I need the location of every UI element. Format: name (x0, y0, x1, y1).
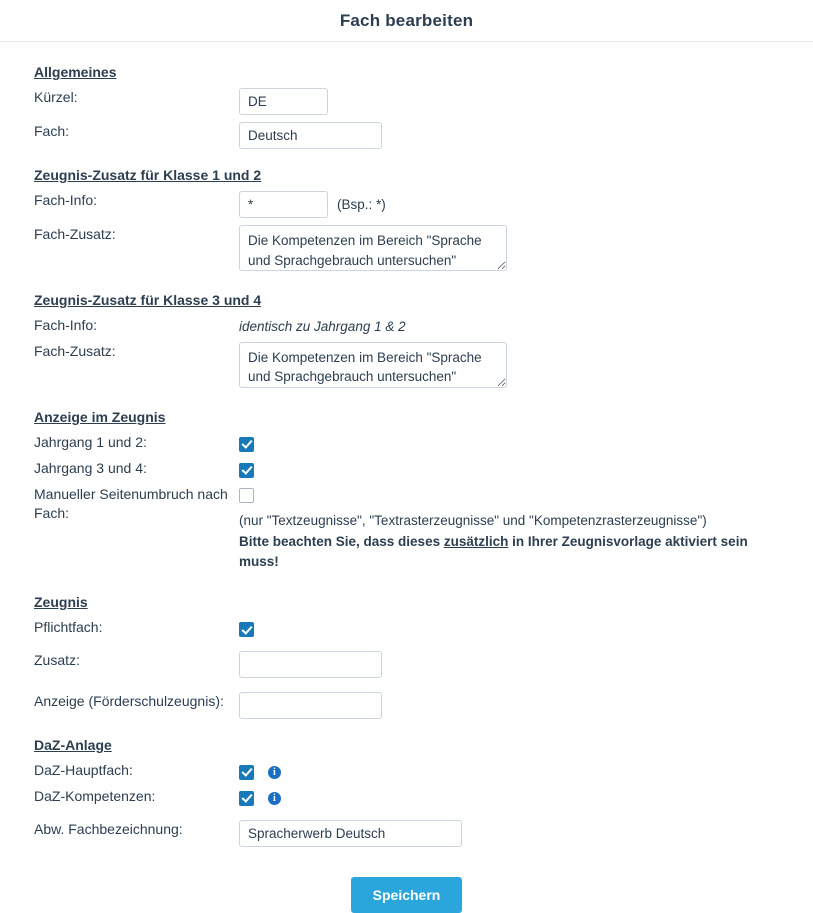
zusatz-input[interactable] (239, 651, 382, 678)
label-pflichtfach: Pflichtfach: (34, 619, 103, 636)
abw-fachbezeichnung-input[interactable] (239, 820, 462, 847)
form-actions (0, 877, 813, 913)
label-fachinfo-12: Fach-Info: (34, 192, 98, 208)
label-seitenumbruch: Manueller Seitenumbruch nach Fach: (34, 485, 228, 521)
label-foerderschulzeugnis: Anzeige (Förderschulzeugnis): (34, 693, 224, 710)
row-fach (0, 122, 813, 149)
row-jahrgang-12 (0, 433, 813, 452)
fachzusatz-34-textarea[interactable] (239, 342, 507, 388)
seitenumbruch-note-bold-1: Bitte beachten Sie, dass dieses (239, 533, 444, 549)
row-abw-fachbezeichnung (0, 820, 813, 847)
row-seitenumbruch (0, 485, 813, 573)
seitenumbruch-note-underline: zusätzlich (443, 533, 509, 549)
row-kuerzel (0, 88, 813, 115)
fach-input[interactable] (239, 122, 382, 149)
label-fach: Fach: (34, 123, 70, 139)
label-daz-hauptfach: DaZ-Hauptfach: (34, 762, 133, 779)
seitenumbruch-checkbox[interactable] (239, 488, 254, 503)
row-fachzusatz-12 (0, 225, 813, 274)
label-fachzusatz-12: Fach-Zusatz: (34, 226, 116, 242)
seitenumbruch-note-line2 (239, 532, 779, 573)
fachinfo-34-note: identisch zu Jahrgang 1 & 2 (239, 319, 406, 334)
info-icon[interactable]: i (268, 766, 281, 779)
daz-kompetenzen-checkbox[interactable] (239, 791, 254, 806)
page-header (0, 0, 813, 42)
jahrgang-12-checkbox[interactable] (239, 437, 254, 452)
daz-hauptfach-checkbox[interactable] (239, 765, 254, 780)
jahrgang-34-checkbox[interactable] (239, 463, 254, 478)
foerderschulzeugnis-input[interactable] (239, 692, 382, 719)
label-jahrgang-12: Jahrgang 1 und 2: (34, 433, 147, 450)
fachinfo-12-input[interactable] (239, 191, 328, 218)
pflichtfach-checkbox[interactable] (239, 622, 254, 637)
label-daz-kompetenzen: DaZ-Kompetenzen: (34, 788, 156, 804)
page-title: Fach bearbeiten (339, 10, 474, 30)
fachzusatz-12-textarea[interactable] (239, 225, 507, 271)
section-title-zusatz-12: Zeugnis-Zusatz für Klasse 1 und 2 (34, 167, 262, 183)
label-kuerzel: Kürzel: (34, 89, 78, 105)
seitenumbruch-note-line1: (nur "Textzeugnisse", "Textrasterzeugnisse" und "Kompetenzrasterzeugnisse") (239, 513, 707, 529)
section-title-allgemeines: Allgemeines (34, 64, 117, 80)
section-title-zeugnis: Zeugnis (34, 594, 88, 611)
seitenumbruch-note (239, 511, 779, 572)
kuerzel-input[interactable] (239, 88, 328, 115)
section-title-zusatz-34: Zeugnis-Zusatz für Klasse 3 und 4 (34, 292, 262, 308)
row-daz-hauptfach (0, 761, 813, 780)
label-zusatz: Zusatz: (34, 652, 80, 669)
fachinfo-12-hint: (Bsp.: *) (337, 197, 386, 212)
label-abw-fachbezeichnung: Abw. Fachbezeichnung: (34, 820, 183, 837)
row-fachzusatz-34 (0, 342, 813, 391)
label-fachinfo-34: Fach-Info: (34, 317, 98, 333)
save-button[interactable]: Speichern (351, 877, 463, 913)
seitenumbruch-note-bold-2: in Ihrer Zeugnisvorlage aktiviert sein muss! (239, 533, 748, 569)
section-title-anzeige: Anzeige im Zeugnis (34, 408, 166, 425)
row-foerderschulzeugnis (0, 692, 813, 719)
label-fachzusatz-34: Fach-Zusatz: (34, 342, 116, 359)
row-daz-kompetenzen (0, 787, 813, 806)
edit-subject-form (0, 42, 813, 913)
label-jahrgang-34: Jahrgang 3 und 4: (34, 459, 147, 476)
row-jahrgang-34 (0, 459, 813, 478)
row-zusatz (0, 651, 813, 678)
row-pflichtfach (0, 618, 813, 637)
section-title-daz: DaZ-Anlage (34, 737, 112, 754)
row-fachinfo-12 (0, 191, 813, 218)
info-icon[interactable]: i (268, 792, 281, 805)
row-fachinfo-34 (0, 316, 813, 335)
